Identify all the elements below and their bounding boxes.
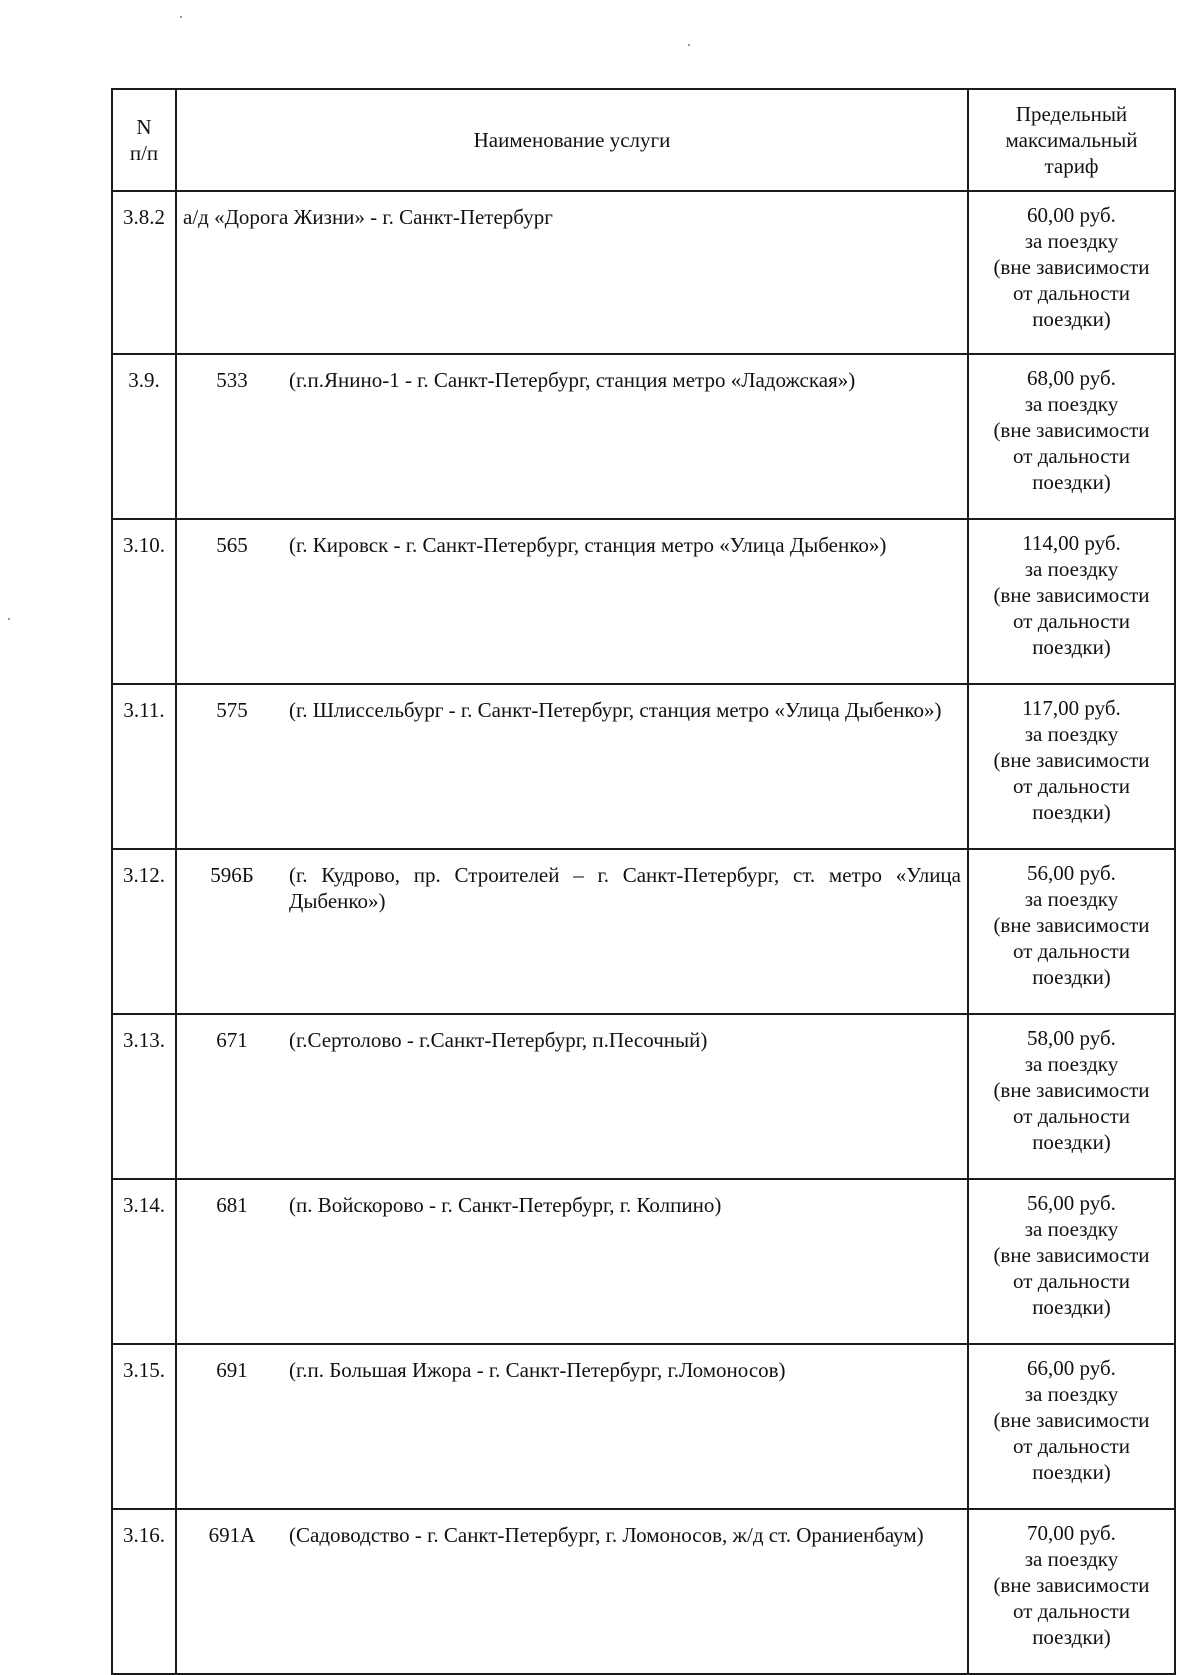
tariff-amount: 58,00 руб. [1027, 1026, 1116, 1050]
row-service [176, 1509, 968, 1674]
header-tariff-line1: Предельный [1015, 102, 1128, 126]
table-row [112, 849, 1175, 1014]
tariff-note-line3: поездки) [1032, 1295, 1111, 1319]
row-service [176, 684, 968, 849]
row-tariff [968, 849, 1175, 1014]
tariff-note-line1: (вне зависимости [993, 255, 1150, 279]
row-number: 3.9. [112, 354, 176, 519]
tariff-note-line1: (вне зависимости [993, 1573, 1150, 1597]
route-code: 671 [216, 1028, 248, 1052]
tariff-note-line1: (вне зависимости [993, 913, 1150, 937]
tariff-note-line2: от дальности [1013, 609, 1130, 633]
route-description: (г.п.Янино-1 - г. Санкт-Петербург, станция метро «Ладожская») [289, 368, 856, 392]
tariff-note-line2: от дальности [1013, 444, 1130, 468]
tariff-unit: за поездку [1024, 392, 1119, 416]
tariff-note-line1: (вне зависимости [993, 748, 1150, 772]
route-description: (г.Сертолово - г.Санкт-Петербург, п.Песочный) [289, 1028, 708, 1052]
tariff-note-line3: поездки) [1032, 307, 1111, 331]
table-row [112, 1509, 1175, 1674]
route-description: а/д «Дорога Жизни» - г. Санкт-Петербург [183, 205, 553, 229]
tariff-amount: 114,00 руб. [1022, 531, 1121, 555]
header-number-line2: п/п [129, 141, 159, 165]
row-tariff [968, 684, 1175, 849]
tariff-note-line1: (вне зависимости [993, 1078, 1150, 1102]
tariff-amount: 117,00 руб. [1022, 696, 1121, 720]
tariff-note-line3: поездки) [1032, 1130, 1111, 1154]
row-number: 3.12. [112, 849, 176, 1014]
header-number-line1: N [136, 115, 152, 139]
tariff-note-line2: от дальности [1013, 774, 1130, 798]
row-number: 3.8.2 [112, 191, 176, 354]
tariff-note-line3: поездки) [1032, 1625, 1111, 1649]
row-tariff [968, 519, 1175, 684]
table-row [112, 1014, 1175, 1179]
table-row [112, 354, 1175, 519]
tariff-unit: за поездку [1024, 1547, 1119, 1571]
tariff-table [111, 88, 1176, 1675]
row-tariff [968, 1014, 1175, 1179]
table-row [112, 684, 1175, 849]
header-tariff-line2: максимальный [1005, 128, 1138, 152]
row-service [176, 191, 968, 354]
tariff-note-line3: поездки) [1032, 635, 1111, 659]
route-description: (г. Кировск - г. Санкт-Петербург, станция метро «Улица Дыбенко») [289, 533, 887, 557]
row-service [176, 1344, 968, 1509]
table-row [112, 191, 1175, 354]
row-tariff [968, 1344, 1175, 1509]
route-description: (г. Шлиссельбург - г. Санкт-Петербург, станция метро «Улица Дыбенко») [289, 698, 942, 722]
tariff-unit: за поездку [1024, 722, 1119, 746]
route-code: 691 [216, 1358, 248, 1382]
route-description: (г.п. Большая Ижора - г. Санкт-Петербург, г.Ломоносов) [289, 1358, 786, 1382]
tariff-note-line1: (вне зависимости [993, 1408, 1150, 1432]
route-code: 596Б [210, 863, 254, 887]
route-code: 533 [216, 368, 248, 392]
tariff-note-line2: от дальности [1013, 281, 1130, 305]
tariff-amount: 56,00 руб. [1027, 1191, 1116, 1215]
tariff-note-line3: поездки) [1032, 800, 1111, 824]
tariff-note-line2: от дальности [1013, 1269, 1130, 1293]
row-number: 3.16. [112, 1509, 176, 1674]
scan-speck [688, 44, 690, 46]
row-number: 3.11. [112, 684, 176, 849]
table-row [112, 1344, 1175, 1509]
route-code: 575 [216, 698, 248, 722]
header-tariff-line3: тариф [1044, 154, 1099, 178]
row-number: 3.14. [112, 1179, 176, 1344]
tariff-amount: 66,00 руб. [1027, 1356, 1116, 1380]
tariff-amount: 56,00 руб. [1027, 861, 1116, 885]
row-service [176, 849, 968, 1014]
row-tariff [968, 191, 1175, 354]
table-header-row [112, 89, 1175, 191]
tariff-amount: 60,00 руб. [1027, 203, 1116, 227]
header-number [112, 89, 176, 191]
tariff-amount: 68,00 руб. [1027, 366, 1116, 390]
tariff-note-line3: поездки) [1032, 470, 1111, 494]
tariff-unit: за поездку [1024, 229, 1119, 253]
header-service-name: Наименование услуги [176, 89, 968, 191]
tariff-note-line2: от дальности [1013, 1434, 1130, 1458]
tariff-unit: за поездку [1024, 887, 1119, 911]
row-service [176, 519, 968, 684]
tariff-note-line3: поездки) [1032, 965, 1111, 989]
row-service [176, 1014, 968, 1179]
table-row [112, 519, 1175, 684]
tariff-note-line2: от дальности [1013, 1104, 1130, 1128]
route-code: 681 [216, 1193, 248, 1217]
header-max-tariff [968, 89, 1175, 191]
route-code: 565 [216, 533, 248, 557]
tariff-note-line1: (вне зависимости [993, 418, 1150, 442]
row-number: 3.10. [112, 519, 176, 684]
tariff-amount: 70,00 руб. [1027, 1521, 1116, 1545]
route-description: (Садоводство - г. Санкт-Петербург, г. Ломоносов, ж/д ст. Ораниенбаум) [289, 1523, 924, 1547]
row-tariff [968, 1179, 1175, 1344]
scan-speck [8, 618, 10, 620]
tariff-unit: за поездку [1024, 1052, 1119, 1076]
row-tariff [968, 1509, 1175, 1674]
table-row [112, 1179, 1175, 1344]
row-tariff [968, 354, 1175, 519]
tariff-note-line3: поездки) [1032, 1460, 1111, 1484]
row-service [176, 354, 968, 519]
row-number: 3.13. [112, 1014, 176, 1179]
route-code: 691А [208, 1523, 256, 1547]
tariff-note-line1: (вне зависимости [993, 583, 1150, 607]
row-service [176, 1179, 968, 1344]
route-description: (п. Войскорово - г. Санкт-Петербург, г. Колпино) [289, 1193, 722, 1217]
tariff-unit: за поездку [1024, 557, 1119, 581]
route-description: (г. Кудрово, пр. Строителей – г. Санкт-Петербург, ст. метро «Улица Дыбенко») [289, 863, 961, 913]
tariff-note-line1: (вне зависимости [993, 1243, 1150, 1267]
tariff-note-line2: от дальности [1013, 1599, 1130, 1623]
tariff-unit: за поездку [1024, 1217, 1119, 1241]
tariff-note-line2: от дальности [1013, 939, 1130, 963]
row-number: 3.15. [112, 1344, 176, 1509]
scan-speck [180, 16, 182, 18]
tariff-unit: за поездку [1024, 1382, 1119, 1406]
